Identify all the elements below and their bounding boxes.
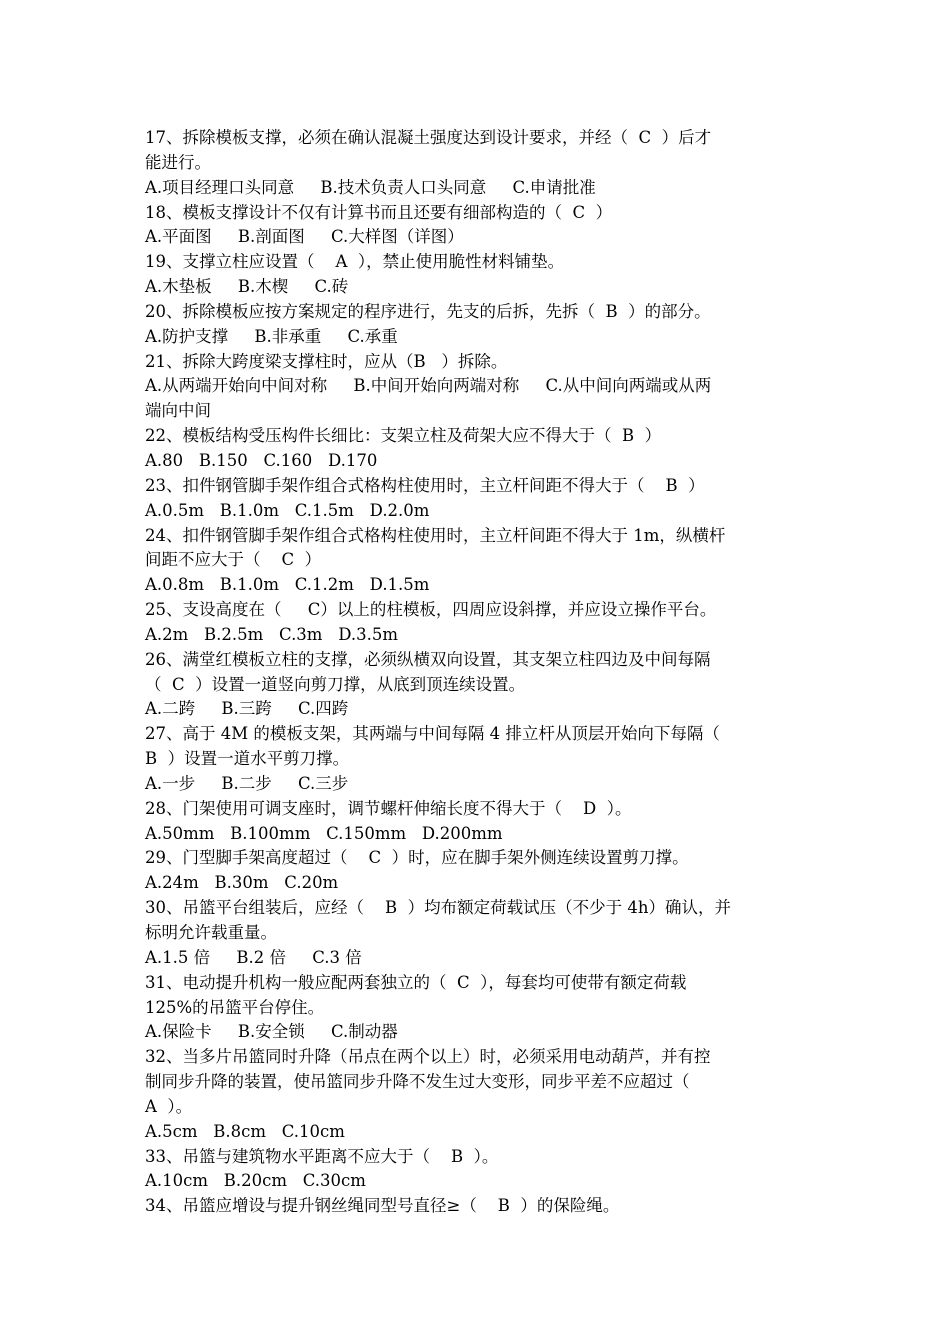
text-line: 24、扣件钢管脚手架作组合式格构柱使用时，主立杆间距不得大于 1m，纵横杆 <box>145 525 726 545</box>
text-line: （ C ）设置一道竖向剪刀撑，从底到顶连续设置。 <box>145 674 526 694</box>
text-line: 间距不应大于（ C ） <box>145 550 322 570</box>
text-line: A.80 B.150 C.160 D.170 <box>145 450 378 470</box>
text-line: 31、电动提升机构一般应配两套独立的（ C ），每套均可使带有额定荷载 <box>145 972 687 992</box>
text-line: A.50mm B.100mm C.150mm D.200mm <box>145 823 503 843</box>
text-line: A.项目经理口头同意 B.技术负责人口头同意 C.申请批准 <box>145 177 596 197</box>
text-line: A.1.5 倍 B.2 倍 C.3 倍 <box>145 947 362 967</box>
text-line: A.从两端开始向中间对称 B.中间开始向两端对称 C.从中间向两端或从两 <box>145 376 712 396</box>
text-line: 19、支撑立柱应设置（ A ），禁止使用脆性材料铺垫。 <box>145 252 565 272</box>
text-line: A.10cm B.20cm C.30cm <box>145 1171 366 1191</box>
text-line: 端向中间 <box>145 401 211 421</box>
text-line: A.保险卡 B.安全锁 C.制动器 <box>145 1022 398 1042</box>
text-line: 34、吊篮应增设与提升钢丝绳同型号直径≥（ B ）的保险绳。 <box>145 1196 620 1216</box>
text-line: A.平面图 B.剖面图 C.大样图（详图） <box>145 227 464 247</box>
text-line: 125%的吊篮平台停住。 <box>145 997 325 1017</box>
text-line: 32、当多片吊篮同时升降（吊点在两个以上）时，必须采用电动葫芦，并有控 <box>145 1047 711 1067</box>
text-line: 17、拆除模板支撑，必须在确认混凝土强度达到设计要求，并经（ C ）后才 <box>145 128 712 147</box>
text-line: A.二跨 B.三跨 C.四跨 <box>145 699 349 719</box>
text-line: 29、门型脚手架高度超过（ C ）时，应在脚手架外侧连续设置剪刀撑。 <box>145 848 689 868</box>
text-line: 18、模板支撑设计不仅有计算书而且还要有细部构造的（ C ） <box>145 202 613 222</box>
text-line: B ）设置一道水平剪刀撑。 <box>145 749 350 769</box>
text-line: 20、拆除模板应按方案规定的程序进行，先支的后拆，先拆（ B ）的部分。 <box>145 301 711 321</box>
text-line: A.0.5m B.1.0m C.1.5m D.2.0m <box>145 500 430 520</box>
text-line: A.5cm B.8cm C.10cm <box>145 1121 345 1141</box>
text-line: A.防护支撑 B.非承重 C.承重 <box>145 326 398 346</box>
text-line: A.木垫板 B.木楔 C.砖 <box>145 277 349 297</box>
text-line: 制同步升降的装置，使吊篮同步升降不发生过大变形，同步平差不应超过（ <box>145 1072 690 1092</box>
text-line: A.24m B.30m C.20m <box>145 873 339 893</box>
text-line: 28、门架使用可调支座时，调节螺杆伸缩长度不得大于（ D ）。 <box>145 798 632 818</box>
text-line: A.0.8m B.1.0m C.1.2m D.1.5m <box>145 575 430 595</box>
text-line: 27、高于 4M 的模板支架，其两端与中间每隔 4 排立杆从顶层开始向下每隔（ <box>145 724 720 744</box>
text-line: 22、模板结构受压构件长细比：支架立柱及荷架大应不得大于（ B ） <box>145 426 662 446</box>
text-line: 26、满堂红模板立柱的支撑，必须纵横双向设置，其支架立柱四边及中间每隔 <box>145 649 711 669</box>
text-line: 23、扣件钢管脚手架作组合式格构柱使用时，主立杆间距不得大于（ B ） <box>145 475 705 495</box>
text-line: 能进行。 <box>145 152 211 172</box>
question-list <box>145 126 809 1219</box>
text-line: 21、拆除大跨度梁支撑柱时，应从（B ）拆除。 <box>145 351 508 371</box>
text-line: 33、吊篮与建筑物水平距离不应大于（ B ）。 <box>145 1146 499 1166</box>
text-line: A.一步 B.二步 C.三步 <box>145 773 349 793</box>
text-line: 标明允许载重量。 <box>145 923 277 942</box>
text-line: 25、支设高度在（ C）以上的柱模板，四周应设斜撑，并应设立操作平台。 <box>145 600 717 620</box>
text-line: A ）。 <box>145 1096 193 1116</box>
text-line: A.2m B.2.5m C.3m D.3.5m <box>145 624 398 644</box>
text-line: 30、吊篮平台组装后，应经（ B ）均布额定荷载试压（不少于 4h）确认，并 <box>145 898 731 918</box>
